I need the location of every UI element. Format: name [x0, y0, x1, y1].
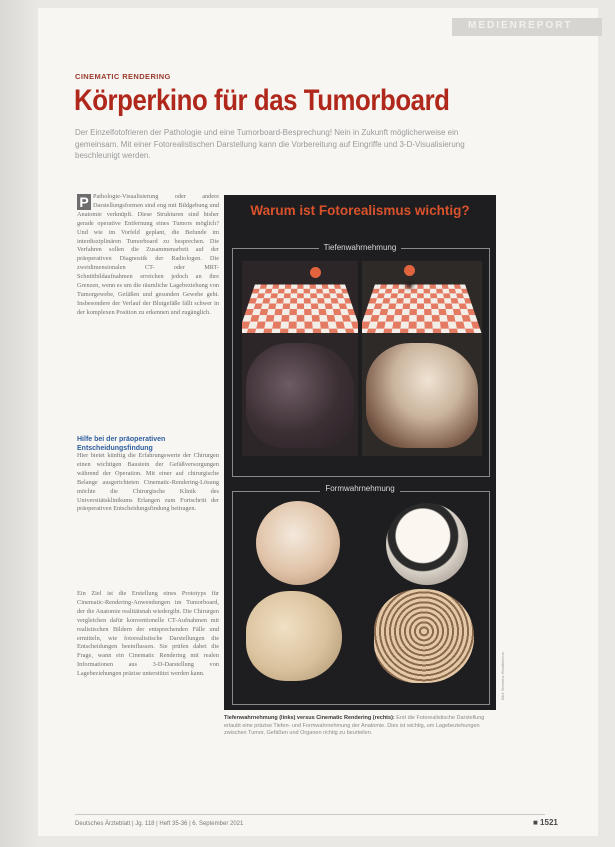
- page-number: ■ 1521: [533, 818, 558, 827]
- figure-caption: Tiefenwahrnehmung (links) versus Cinematic Rendering (rechts): Erst die Fotorealistische Darstellung erlaubt eine präzise Tiefen- und Formwahrnehmung der Anatomie. Dies ist wichtig, um Lagebeziehungen zwischen Tumor, Gefäßen und Organen richtig zu beurteilen.: [224, 715, 485, 737]
- footer-rule: [75, 814, 545, 815]
- brain-cinematic: [374, 589, 474, 683]
- depth-image-cinematic: [362, 261, 482, 456]
- checkerboard-plane: [362, 285, 481, 333]
- brain-conventional: [246, 591, 342, 681]
- article-lead: Der Einzelfotofrieren der Pathologie und eine Tumorboard-Besprechung! Nein in Zukunft möglicherweise ein gemeinsam. Mit einer Fotorealistischen Darstellung kann die Vorbereitung auf Eingriffe und 3-D-Visualisierung beschleunigt werden.: [75, 128, 465, 160]
- checkerboard-plane: [242, 285, 358, 333]
- drop-cap: P: [77, 194, 91, 210]
- skull-render-cinematic: [366, 343, 478, 448]
- body-column-1: [77, 193, 219, 318]
- sphere-marker: [404, 265, 415, 276]
- skull-render-conventional: [246, 343, 354, 448]
- depth-section-label: Tiefenwahrnehmung: [224, 243, 496, 252]
- publication-info: Deutsches Ärzteblatt | Jg. 118 | Heft 35-36 | 6. September 2021: [75, 821, 244, 827]
- section-subhead: Hilfe bei der präoperativen Entscheidungsfindung: [77, 436, 166, 452]
- scan-shadow: [0, 0, 38, 847]
- depth-image-conventional: [242, 261, 358, 456]
- section-label: MEDIENREPORT: [468, 20, 573, 31]
- sphere-conventional: [256, 501, 340, 585]
- shape-section-label: Formwahrnehmung: [224, 484, 496, 493]
- body-text-2: Hier bietet künftig die Erfahrungswerte der Chirurgen einen wichtigen Baustein der Gefäßversorgungen während der Operation. Mit einer auf chirurgische Belange ausgerichteten Cinematic-Rendering-Lösung möchte die Chirurgische Klinik des Universitätsklinikums Erlangen zum Fortschritt der präoperativen Entscheidungsfindung beitragen.: [77, 452, 219, 513]
- sphere-cinematic: [386, 503, 468, 585]
- image-credit: Bild: Siemens Healthineers: [500, 651, 505, 700]
- sphere-marker: [310, 267, 321, 278]
- body-text-1: Pathologie-Visualisierung oder andere Darstellungsformen sind eng mit Bildgebung und Anatomie verknüpft. Diese Strukturen sind bisher gerade operative Entfernung eines Tumors möglich? Und wie im Vorfeld geplant, die Befunde im interdisziplinären Tumorboard zu besprechen. Die Verfahren sollen die Zusammenarbeit auf der präoperativen Diagnostik der Radiologen. Die zweidimensionalen CT- oder MRT-Schnittbildaufnahmen erreichen jedoch an ihre Grenzen, wenn es um die räumliche Lagebeziehung von Tumorgewebe, Gefäßen und gesunden Gewebe geht. Insbesondere der Verlauf der Blutgefäße fällt schwer in der komplexen Position zu erkennen und zugänglich.: [77, 193, 219, 316]
- figure-title: Warum ist Fotorealismus wichtig?: [250, 203, 470, 218]
- article-kicker: CINEMATIC RENDERING: [75, 72, 171, 81]
- body-text-3: Ein Ziel ist die Erstellung eines Prototyps für Cinematic-Rendering-Anwendungen im Tumorboard, der die Anatomie realitätsnah wiedergibt. Die Chirurgen vergleichen dafür konventionelle CT-Aufnahmen mit realistischen Bildern der entsprechenden Fälle und ermitteln, wie fotorealistische Darstellungen die Entscheidungen beeinflussen. Sie prüfen dabei die Frage, wann ein Cinematic Rendering mit realen Informationen aus 3-D-Darstellung von Lagebeziehungen präzise unterstützt werden kann.: [77, 590, 219, 678]
- article-title: Körperkino für das Tumorboard: [74, 84, 450, 117]
